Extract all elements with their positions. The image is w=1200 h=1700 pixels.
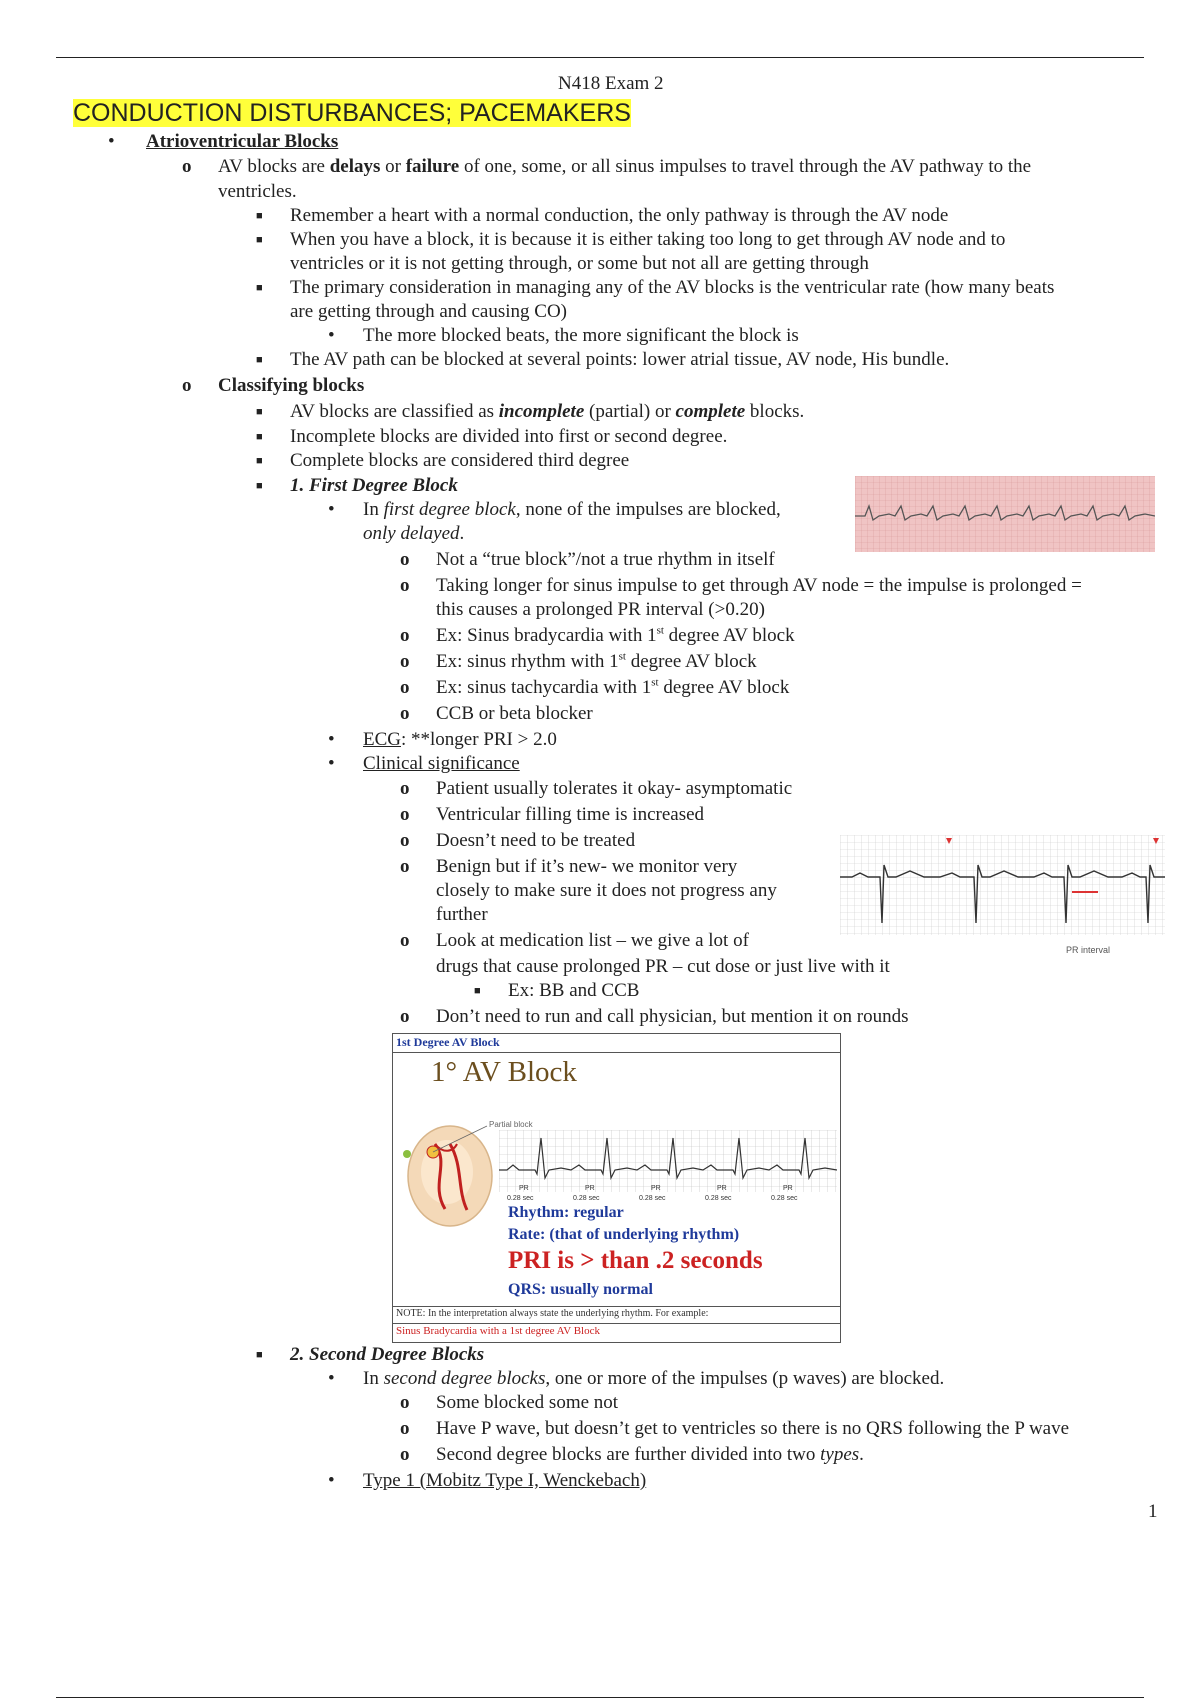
first-ex-2 (436, 650, 757, 674)
exam-header: N418 Exam 2 (558, 73, 664, 94)
text: blocks. (745, 401, 805, 422)
text: types (820, 1444, 860, 1465)
ecg-strip-2-svg (840, 835, 1165, 935)
page-title-text: CONDUCTION DISTURBANCES; PACEMAKERS (73, 99, 631, 127)
text: degree AV block (625, 651, 757, 672)
first-degree-intro (363, 498, 781, 522)
text: failure (405, 156, 460, 177)
bullet-dot: • (328, 325, 335, 346)
card-rhythm: Rhythm: regular (508, 1204, 624, 1221)
text: , none of the impulses are blocked, (515, 499, 781, 520)
first-ex-1 (436, 624, 795, 648)
bullet-square: ■ (256, 354, 263, 366)
card-top-label-box (393, 1034, 840, 1053)
card-note: NOTE: In the interpretation always state the underlying rhythm. For example: (396, 1308, 709, 1319)
pr-value: 0.28 sec (573, 1195, 600, 1202)
second-3 (436, 1443, 864, 1467)
text: , one or more of the impulses (p waves) are blocked. (545, 1368, 945, 1389)
text: degree AV block (658, 677, 790, 698)
text: second degree blocks (383, 1368, 546, 1389)
bullet-square: ■ (256, 431, 263, 443)
bottom-rule (56, 1697, 1144, 1698)
pr-label: PR (717, 1185, 727, 1192)
bullet-dot: • (328, 499, 335, 520)
text: incomplete (498, 401, 585, 422)
bullet-o: o (400, 1418, 410, 1439)
text: Ex: sinus tachycardia with 1 (436, 677, 652, 698)
classify-2: Incomplete blocks are divided into first or second degree. (290, 426, 728, 447)
page-title (73, 98, 631, 128)
card-ecg-svg (499, 1130, 837, 1192)
bullet-dot: • (108, 131, 115, 152)
bullet-o: o (400, 703, 410, 724)
clinical-1: Patient usually tolerates it okay- asymptomatic (436, 778, 793, 799)
clinical-4-cont: closely to make sure it does not progress any (436, 880, 777, 901)
pr-value: 0.28 sec (771, 1195, 798, 1202)
clinical-6: Don’t need to run and call physician, but mention it on rounds (436, 1006, 909, 1027)
first-2-cont: this causes a prolonged PR interval (>0.20) (436, 599, 765, 620)
text: first degree block (383, 499, 516, 520)
text: Second degree blocks are further divided into two (436, 1444, 821, 1465)
second-1: Some blocked some not (436, 1392, 619, 1413)
heart-svg (395, 1114, 495, 1234)
text: . (459, 523, 465, 544)
bullet-o: o (400, 856, 410, 877)
text: of one, some, or all sinus impulses to travel through the AV pathway to the (459, 156, 1032, 177)
bullet-square: ■ (256, 210, 263, 222)
clinical-2: Ventricular filling time is increased (436, 804, 705, 825)
bullet-square: ■ (256, 1349, 263, 1361)
bullet-o: o (400, 575, 410, 596)
page-number: 1 (1148, 1501, 1158, 1522)
bullet-o: o (182, 375, 192, 396)
card-pri: PRI is > than .2 seconds (508, 1247, 763, 1274)
first-2: Taking longer for sinus impulse to get through AV node = the impulse is prolonged = (436, 575, 1082, 596)
text: or (380, 156, 406, 177)
pr-interval-caption: PR interval (1066, 945, 1111, 955)
card-qrs: QRS: usually normal (508, 1281, 653, 1298)
card-rate: Rate: (that of underlying rhythm) (508, 1226, 740, 1243)
av-point-3-cont: are getting through and causing CO) (290, 301, 568, 322)
bullet-dot: • (328, 1368, 335, 1389)
clinical-5-cont: drugs that cause prolonged PR – cut dose or just live with it (436, 956, 890, 977)
classify-1 (290, 400, 804, 424)
clinical-5-sub: Ex: BB and CCB (508, 980, 640, 1001)
bullet-o: o (400, 804, 410, 825)
text: AV blocks are classified as (290, 401, 499, 422)
bullet-o: o (182, 156, 192, 177)
av-block-card (392, 1033, 841, 1343)
text: st (651, 676, 659, 689)
first-degree-intro-cont (363, 522, 464, 546)
av-point-3-sub: The more blocked beats, the more significant the block is (363, 325, 799, 346)
text: st (656, 624, 664, 637)
bullet-dot: • (328, 753, 335, 774)
text: : **longer PRI > 2.0 (401, 729, 557, 750)
av-point-1: Remember a heart with a normal conduction, the only pathway is through the AV node (290, 205, 949, 226)
card-title: 1° AV Block (431, 1056, 577, 1088)
pr-label: PR (519, 1185, 529, 1192)
text: Ex: sinus rhythm with 1 (436, 651, 619, 672)
bullet-o: o (400, 778, 410, 799)
text: delays (329, 156, 381, 177)
clinical-3: Doesn’t need to be treated (436, 830, 636, 851)
bullet-o: o (400, 625, 410, 646)
bullet-square: ■ (474, 985, 481, 997)
bullet-square: ■ (256, 455, 263, 467)
bullet-o: o (400, 930, 410, 951)
text: In (363, 499, 384, 520)
text: st (618, 650, 626, 663)
bullet-o: o (400, 830, 410, 851)
second-degree-intro (363, 1367, 944, 1391)
clinical-5: Look at medication list – we give a lot of (436, 930, 749, 951)
text: . (859, 1444, 864, 1465)
pr-label: PR (585, 1185, 595, 1192)
bullet-square: ■ (256, 406, 263, 418)
pr-label: PR (651, 1185, 661, 1192)
bullet-dot: • (328, 729, 335, 750)
type-1-heading: Type 1 (Mobitz Type I, Wenckebach) (363, 1470, 647, 1491)
card-example: Sinus Bradycardia with a 1st degree AV Block (396, 1325, 600, 1337)
bullet-square: ■ (256, 282, 263, 294)
bullet-dot: • (328, 1470, 335, 1491)
bullet-o: o (400, 651, 410, 672)
ecg-strip-svg (855, 476, 1155, 552)
av-definition (218, 155, 1031, 179)
text: complete (675, 401, 746, 422)
pr-label: PR (783, 1185, 793, 1192)
bullet-o: o (400, 677, 410, 698)
clinical-4-cont2: further (436, 904, 488, 925)
first-degree-heading: 1. First Degree Block (290, 475, 458, 496)
second-degree-heading: 2. Second Degree Blocks (290, 1344, 485, 1365)
av-point-3: The primary consideration in managing any of the AV blocks is the ventricular rate (how many beats (290, 277, 1055, 298)
text: Ex: Sinus bradycardia with 1 (436, 625, 657, 646)
bullet-o: o (400, 1392, 410, 1413)
ecg-strip-first-degree (855, 476, 1155, 552)
card-ecg (499, 1130, 837, 1206)
pr-value: 0.28 sec (507, 1195, 534, 1202)
text: only delayed (363, 523, 460, 544)
ecg-line (363, 728, 557, 752)
heart-illustration (395, 1114, 495, 1234)
clinical-4: Benign but if it’s new- we monitor very (436, 856, 738, 877)
first-ex-3 (436, 676, 789, 700)
av-point-2: When you have a block, it is because it is either taking too long to get through AV node and to (290, 229, 1006, 250)
pr-value: 0.28 sec (639, 1195, 666, 1202)
av-definition-cont: ventricles. (218, 181, 297, 202)
clinical-heading: Clinical significance (363, 753, 520, 774)
ecg-strip-pr-interval (840, 835, 1165, 955)
bullet-square: ■ (256, 480, 263, 492)
bullet-square: ■ (256, 234, 263, 246)
text: ECG (363, 729, 401, 750)
card-note-box (393, 1306, 840, 1324)
text: AV blocks are (218, 156, 330, 177)
text: degree AV block (663, 625, 795, 646)
first-ccb: CCB or beta blocker (436, 703, 593, 724)
text: In (363, 1368, 384, 1389)
bullet-o: o (400, 1006, 410, 1027)
av-blocks-heading: Atrioventricular Blocks (146, 131, 339, 152)
av-point-2-cont: ventricles or it is not getting through, or some but not all are getting through (290, 253, 869, 274)
text: (partial) or (584, 401, 676, 422)
card-top-label: 1st Degree AV Block (396, 1035, 500, 1049)
second-2: Have P wave, but doesn’t get to ventricles so there is no QRS following the P wave (436, 1418, 1070, 1439)
classify-heading: Classifying blocks (218, 375, 365, 396)
bullet-o: o (400, 1444, 410, 1465)
classify-3: Complete blocks are considered third degree (290, 450, 630, 471)
top-rule (56, 57, 1144, 58)
bullet-o: o (400, 549, 410, 570)
partial-block-label: Partial block (489, 1120, 533, 1129)
av-point-4: The AV path can be blocked at several points: lower atrial tissue, AV node, His bundle. (290, 349, 950, 370)
pr-value: 0.28 sec (705, 1195, 732, 1202)
first-1: Not a “true block”/not a true rhythm in itself (436, 549, 775, 570)
